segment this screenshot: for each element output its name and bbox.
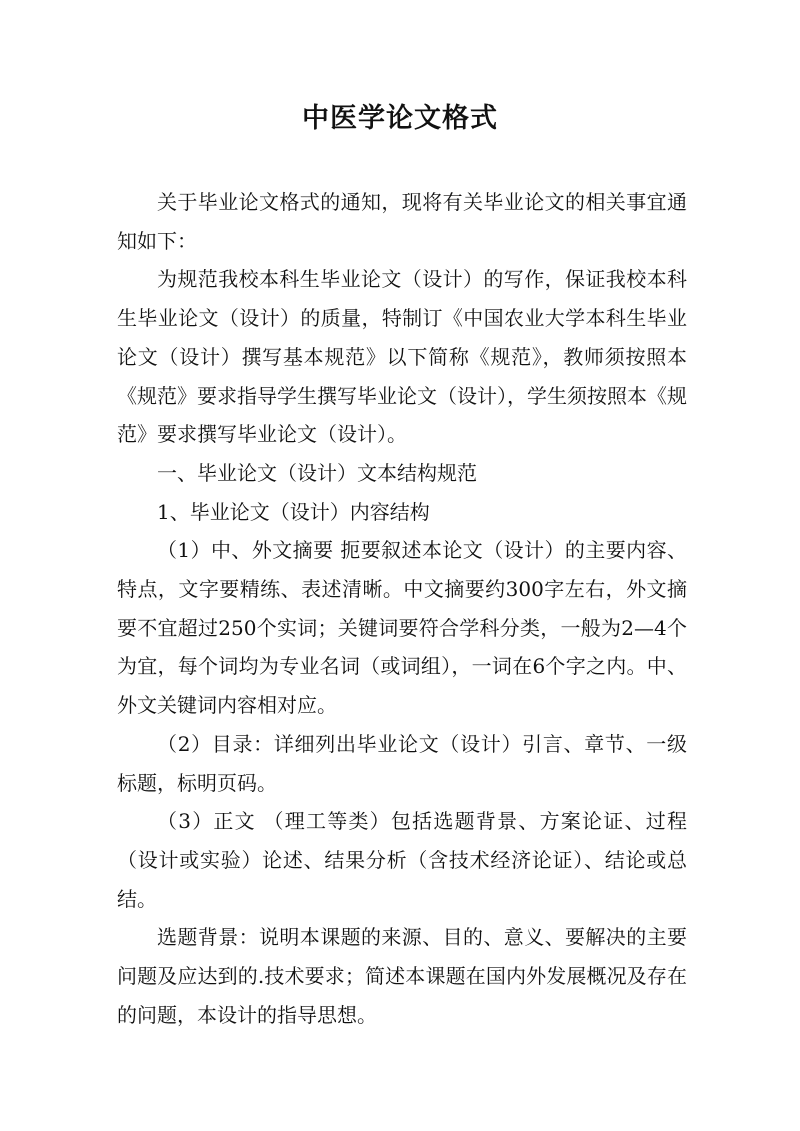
- paragraph-background: 选题背景：说明本课题的来源、目的、意义、要解决的主要问题及应达到的.技术要求；简述本课题在国内外发展概况及存在的问题，本设计的指导思想。: [117, 925, 687, 1027]
- paragraph-abstract: （1）中、外文摘要 扼要叙述本论文（设计）的主要内容、特点，文字要精练、表述清晰。中文摘要约300字左右，外文摘要不宜超过250个实词；关键词要符合学科分类，一般为2—4个为宜，每个词均为专业名词（或词组），一词在6个字之内。中、外文关键词内容相对应。: [117, 538, 687, 718]
- document-body: [117, 183, 687, 1034]
- document-title: 中医学论文格式: [302, 103, 498, 134]
- heading-content-structure: 1、毕业论文（设计）内容结构: [157, 499, 430, 524]
- paragraph-purpose: 为规范我校本科生毕业论文（设计）的写作，保证我校本科生毕业论文（设计）的质量，特制订《中国农业大学本科生毕业论文（设计）撰写基本规范》以下简称《规范》，教师须按照本《规范》要求指导学生撰写毕业论文（设计），学生须按照本《规范》要求撰写毕业论文（设计）。: [117, 267, 687, 447]
- paragraph-main-text: （3）正文 （理工等类）包括选题背景、方案论证、过程（设计或实验）论述、结果分析（含技术经济论证）、结论或总结。: [117, 809, 687, 911]
- paragraph-contents: （2）目录：详细列出毕业论文（设计）引言、章节、一级标题，标明页码。: [117, 731, 687, 795]
- heading-text-structure: 一、毕业论文（设计）文本结构规范: [157, 460, 477, 485]
- paragraph-notice: 关于毕业论文格式的通知，现将有关毕业论文的相关事宜通知如下：: [117, 190, 687, 253]
